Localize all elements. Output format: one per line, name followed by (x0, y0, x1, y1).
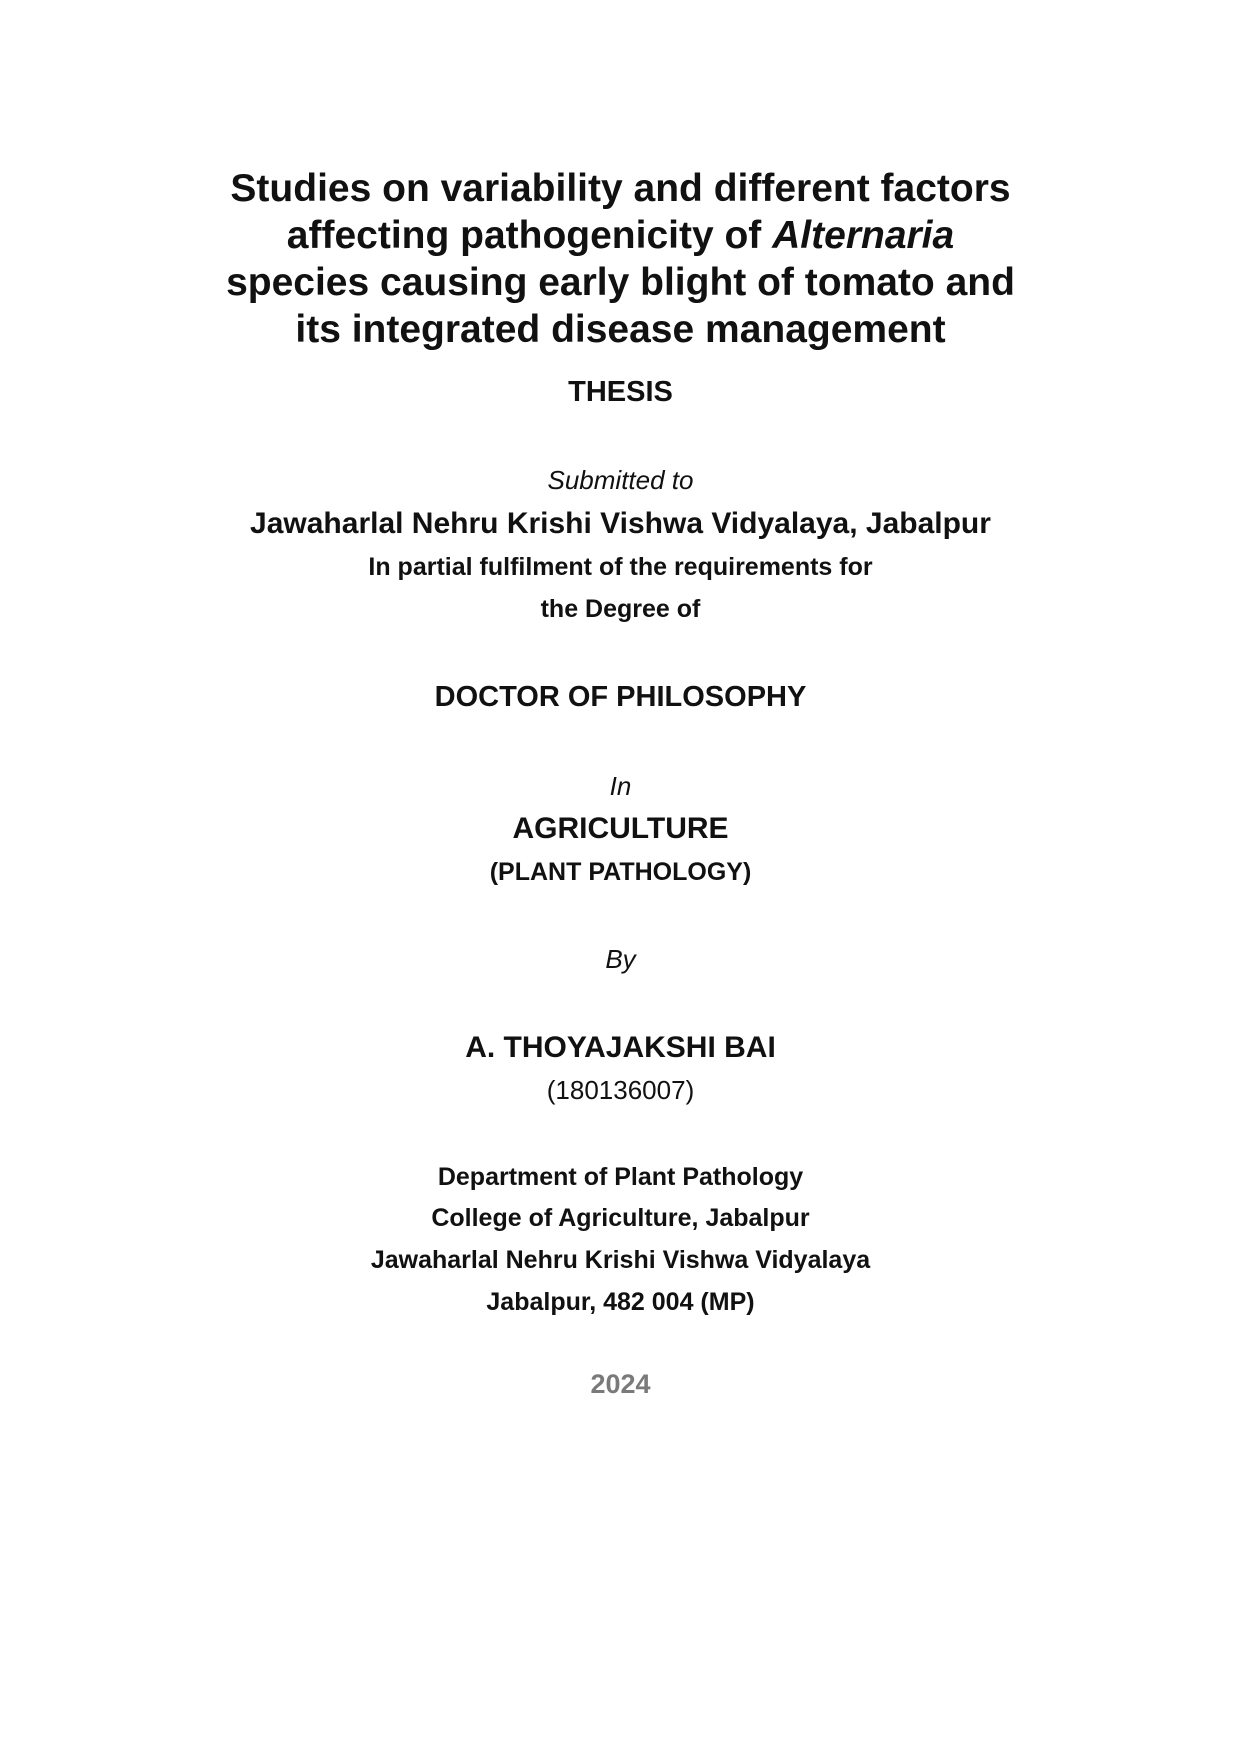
year: 2024 (590, 1369, 651, 1399)
fulfilment-line-2: the Degree of (540, 595, 701, 623)
genus-name: Alternaria (772, 214, 955, 257)
thesis-title (0, 165, 1241, 353)
title-line-4: its integrated disease management (295, 308, 946, 351)
affiliation-university: Jawaharlal Nehru Krishi Vishwa Vidyalaya (370, 1246, 871, 1274)
university-name: Jawaharlal Nehru Krishi Vishwa Vidyalaya, Jabalpur (250, 507, 991, 540)
in-label: In (609, 771, 632, 801)
specialization: (PLANT PATHOLOGY) (489, 858, 752, 886)
student-id: (180136007) (546, 1075, 695, 1105)
doc-type: THESIS (568, 376, 673, 408)
address: Jabalpur, 482 004 (MP) (486, 1288, 755, 1316)
subject-name: AGRICULTURE (512, 812, 729, 845)
title-line-1: Studies on variability and different factors (230, 167, 1011, 210)
fulfilment-line-1: In partial fulfilment of the requirements for (368, 553, 873, 581)
college-name: College of Agriculture, Jabalpur (431, 1204, 810, 1232)
title-line-2 (0, 212, 1241, 259)
title-line-3: species causing early blight of tomato and (226, 261, 1015, 304)
title-line-2-text: affecting pathogenicity of (286, 214, 773, 257)
submitted-to-label: Submitted to (547, 465, 694, 495)
degree-name: DOCTOR OF PHILOSOPHY (434, 681, 807, 713)
department-name: Department of Plant Pathology (437, 1163, 804, 1191)
author-name: A. THOYAJAKSHI BAI (465, 1031, 776, 1064)
by-label: By (605, 944, 636, 974)
